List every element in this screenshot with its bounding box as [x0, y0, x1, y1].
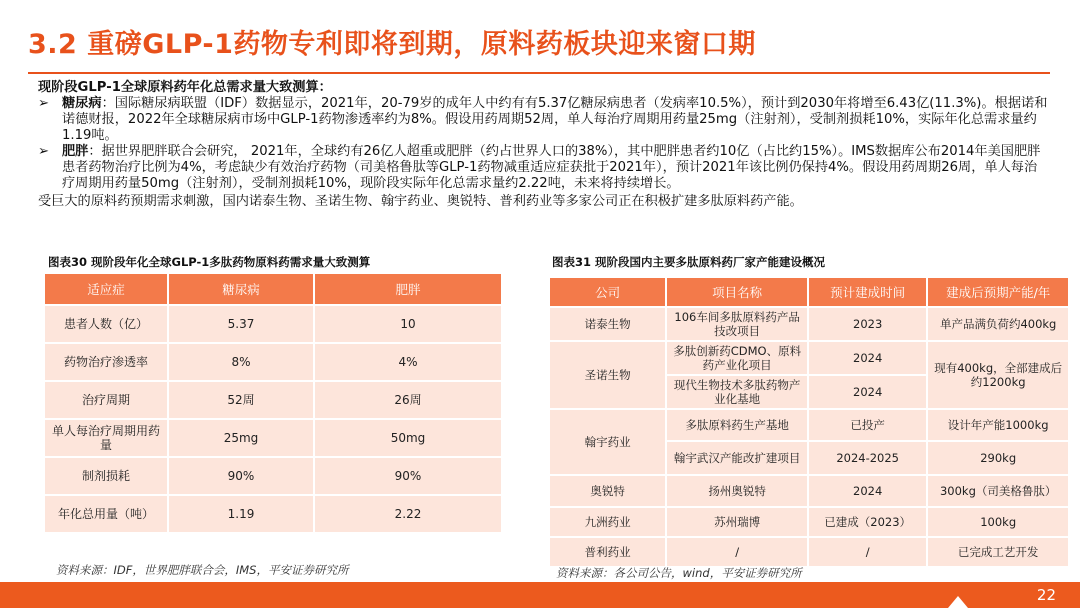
intro-section: [38, 80, 1048, 210]
table-header-row: [550, 278, 1068, 306]
bullet-text: ：国际糖尿病联盟（IDF）数据显示，2021年，20-79岁的成年人中约有有5.37亿糖尿病患者（发病率10.5%），预计到2030年将增至6.43亿(11.3%)。根据诺和诺德财报，2022年全球糖尿病市场中GLP-1药物渗透率约为8%。假设用药周期52周，单人每治疗周期用药量25mg（注射剂），受制剂损耗10%，实际年化总需求量约1.19吨。: [62, 96, 1048, 143]
table-cell: 药物治疗渗透率: [45, 344, 167, 380]
time-cell: /: [809, 538, 926, 566]
table-row: [550, 538, 1068, 566]
table-cell: 90%: [315, 458, 501, 494]
table-cell: 患者人数（亿）: [45, 306, 167, 342]
table31-source: 资料来源：各公司公告，wind，平安证券研究所: [556, 566, 802, 580]
table-cell: 单人每治疗周期用药量: [45, 420, 167, 456]
capacity-cell: 现有400kg，全部建成后约1200kg: [928, 342, 1068, 408]
table-row: [45, 458, 501, 494]
table-cell: 50mg: [315, 420, 501, 456]
project-cell: /: [667, 538, 807, 566]
intro-heading: 现阶段GLP-1全球原料药年化总需求量大致测算：: [38, 80, 332, 95]
table-row: [45, 306, 501, 342]
bullet-label: 肥胖: [62, 144, 89, 159]
table-cell: 年化总用量（吨）: [45, 496, 167, 532]
capacity-cell: 已完成工艺开发: [928, 538, 1068, 566]
company-cell: 九洲药业: [550, 508, 665, 536]
project-cell: 现代生物技术多肽药物产业化基地: [667, 376, 807, 408]
company-cell: 翰宇药业: [550, 410, 665, 474]
demand-estimate-table: [43, 272, 503, 534]
project-cell: 扬州奥锐特: [667, 476, 807, 506]
capacity-cell: 设计年产能1000kg: [928, 410, 1068, 440]
time-cell: 已建成（2023）: [809, 508, 926, 536]
table-cell: 25mg: [169, 420, 313, 456]
table-cell: 8%: [169, 344, 313, 380]
bullet-text: ：据世界肥胖联合会研究， 2021年，全球约有26亿人超重或肥胖（约占世界人口的38%），其中肥胖患者约10亿（占比约15%）。IMS数据库公布2014年美国肥胖患者药物治疗比例为4%，考虑缺少有效治疗药物（司美格鲁肽等GLP-1药物减重适应症获批于2021年），预计2021年该比例仍保持4%。假设用药周期26周，单人每治疗周期用药量50mg（注射剂），受制剂损耗10%，现阶段实际年化总需求量约2.22吨，未来将持续增长。: [62, 144, 1041, 191]
project-cell: 106车间多肽原料药产品技改项目: [667, 308, 807, 340]
time-cell: 2024-2025: [809, 442, 926, 474]
time-cell: 2024: [809, 342, 926, 374]
table-cell: 4%: [315, 344, 501, 380]
table-row: [45, 496, 501, 532]
logo-icon: [948, 596, 968, 608]
column-header: 预计建成时间: [809, 278, 926, 306]
table-row: [45, 344, 501, 380]
column-header: 肥胖: [315, 274, 501, 304]
company-cell: 普利药业: [550, 538, 665, 566]
project-cell: 多肽创新药CDMO、原料药产业化项目: [667, 342, 807, 374]
table-cell: 5.37: [169, 306, 313, 342]
page-title: 3.2 重磅GLP-1药物专利即将到期，原料药板块迎来窗口期: [28, 29, 756, 60]
bullet-diabetes: [38, 96, 1048, 144]
title-divider: [28, 72, 1050, 74]
capacity-cell: 300kg（司美格鲁肽）: [928, 476, 1068, 506]
time-cell: 2024: [809, 476, 926, 506]
arrow-bullet-icon: ➢: [38, 144, 50, 159]
column-header: 建成后预期产能/年: [928, 278, 1068, 306]
table-cell: 2.22: [315, 496, 501, 532]
time-cell: 已投产: [809, 410, 926, 440]
arrow-bullet-icon: ➢: [38, 96, 50, 111]
capacity-cell: 单产品满负荷约400kg: [928, 308, 1068, 340]
table-cell: 制剂损耗: [45, 458, 167, 494]
capacity-cell: 290kg: [928, 442, 1068, 474]
table-header-row: [45, 274, 501, 304]
table-cell: 90%: [169, 458, 313, 494]
table-cell: 治疗周期: [45, 382, 167, 418]
table30-source: 资料来源：IDF，世界肥胖联合会，IMS，平安证券研究所: [56, 563, 349, 577]
footer-bar: [0, 582, 1080, 608]
table-row: [550, 410, 1068, 440]
column-header: 项目名称: [667, 278, 807, 306]
bullet-obesity: [38, 144, 1048, 192]
table-row: [550, 342, 1068, 374]
table-row: [550, 508, 1068, 536]
company-cell: 奥锐特: [550, 476, 665, 506]
summary-text: 受巨大的原料药预期需求刺激，国内诺泰生物、圣诺生物、翰宇药业、奥锐特、普利药业等多家公司正在积极扩建多肽原料药产能。: [38, 194, 803, 209]
table-row: [550, 308, 1068, 340]
column-header: 适应症: [45, 274, 167, 304]
page-number: 22: [1036, 586, 1056, 604]
capacity-cell: 100kg: [928, 508, 1068, 536]
table-cell: 26周: [315, 382, 501, 418]
column-header: 公司: [550, 278, 665, 306]
column-header: 糖尿病: [169, 274, 313, 304]
table-row: [45, 382, 501, 418]
table-cell: 1.19: [169, 496, 313, 532]
project-cell: 翰宇武汉产能改扩建项目: [667, 442, 807, 474]
time-cell: 2023: [809, 308, 926, 340]
bullet-label: 糖尿病: [62, 96, 102, 111]
table-row: [550, 476, 1068, 506]
company-cell: 诺泰生物: [550, 308, 665, 340]
table-row: [45, 420, 501, 456]
project-cell: 多肽原料药生产基地: [667, 410, 807, 440]
table-cell: 52周: [169, 382, 313, 418]
capacity-table: [548, 276, 1070, 568]
table-cell: 10: [315, 306, 501, 342]
company-cell: 圣诺生物: [550, 342, 665, 408]
time-cell: 2024: [809, 376, 926, 408]
table30-caption: 图表30 现阶段年化全球GLP-1多肽药物原料药需求量大致测算: [48, 255, 371, 269]
project-cell: 苏州瑞博: [667, 508, 807, 536]
table31-caption: 图表31 现阶段国内主要多肽原料药厂家产能建设概况: [552, 255, 826, 269]
